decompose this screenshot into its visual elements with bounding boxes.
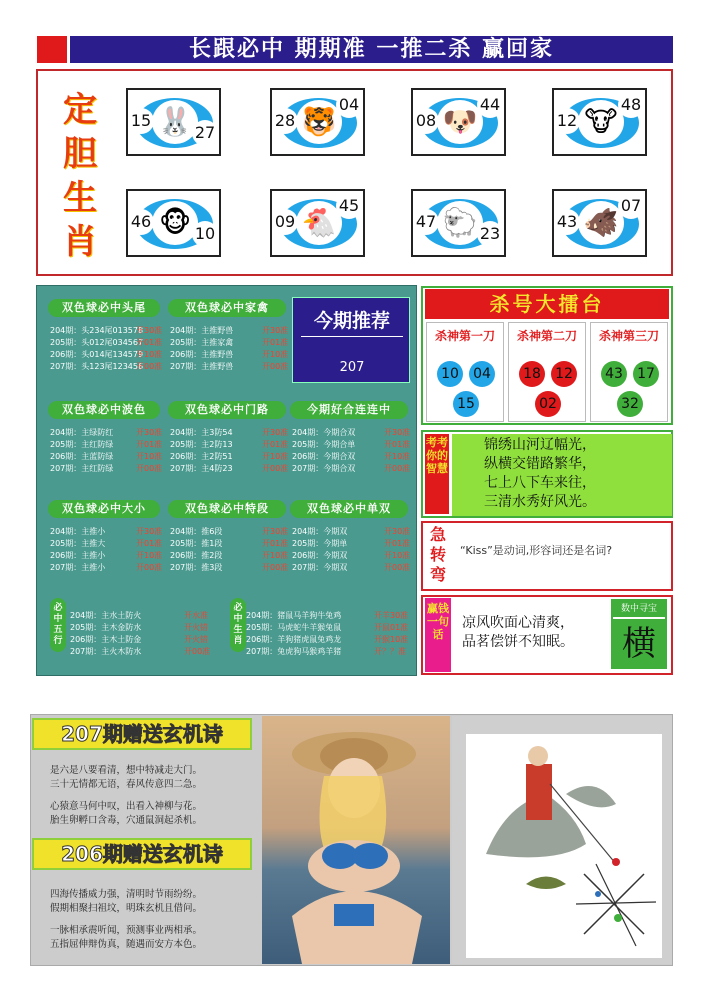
zodiac-card-rooster: [270, 189, 365, 257]
tip-row-text: 204期：今期双: [292, 527, 348, 536]
tip-row-result: 开30准: [262, 527, 289, 536]
header-red-block: [37, 36, 67, 63]
ox-icon: 🐮: [578, 100, 624, 144]
tip-row-result: 开00准: [262, 362, 289, 371]
poem-line: 假期相聚扫祖坟，明珠玄机且借问。: [50, 903, 203, 914]
zodiac-title-char: 胆: [63, 134, 97, 174]
tip-row: [50, 451, 162, 463]
win-line: 凉风吹面心清爽，: [462, 615, 574, 631]
wisdom-poem: [484, 436, 596, 512]
poem-206-body: [50, 888, 202, 952]
tip-row-text: 205期：主木金防水: [70, 623, 142, 632]
tip-row-text: 206期：主推野兽: [170, 350, 234, 359]
tip-row-result: 开00准: [262, 563, 289, 572]
zodiac-card-monkey: [126, 189, 221, 257]
kill-column: [590, 322, 668, 422]
tip-row-result: 开01准: [262, 539, 289, 548]
tip-row-text: 204期：主绿防红: [50, 428, 114, 437]
tip-row-result: 开10准: [262, 452, 289, 461]
tip-row-text: 207期：主红防绿: [50, 464, 114, 473]
tip-row-text: 206期：主2防51: [170, 452, 233, 461]
tip-row-result: 开30准: [384, 428, 411, 437]
kill-ball: 32: [617, 391, 643, 417]
tip-row-result: 开30准: [384, 527, 411, 536]
zodiac-card-ox: [552, 88, 647, 156]
tip-row-result: 开火错: [184, 635, 208, 644]
zodiac-number: 04: [336, 92, 362, 118]
tip-row: [170, 349, 288, 361]
tip-label-segment: 双色球必中特段: [168, 500, 286, 518]
tip-row-text: 206期：主蓝防绿: [50, 452, 114, 461]
tip-row-text: 204期：主3防54: [170, 428, 233, 437]
poem-line: 心猿意马何中叹，出看入神柳与花。: [50, 801, 203, 812]
tip-row: [70, 646, 210, 658]
tip-rows-size: [50, 526, 162, 574]
tip-row: [50, 550, 162, 562]
photo-illustration: [262, 716, 450, 964]
kill-title: 杀号大擂台: [425, 289, 669, 319]
poem-207-title-text: 207期赠送玄机诗: [61, 722, 223, 746]
zodiac-card-tiger: [270, 88, 365, 156]
tip-row: [170, 451, 288, 463]
tip-rows-combo: [292, 427, 410, 475]
poem-206-title: [32, 838, 252, 870]
tip-row-text: 207期：今期双: [292, 563, 348, 572]
tip-row-result: 开火错: [184, 623, 208, 632]
kill-ball: 17: [633, 361, 659, 387]
zodiac-card-dog: [411, 88, 506, 156]
tip-row: [246, 634, 408, 646]
tip-row: [50, 526, 162, 538]
rooster-icon: 🐔: [296, 201, 342, 245]
tip-label-tail: 双色球必中头尾: [48, 299, 160, 317]
tip-rows-tail: [50, 325, 162, 373]
wisdom-label: 考考你的智慧: [425, 434, 449, 514]
tip-row-text: 207期：主推野兽: [170, 362, 234, 371]
wisdom-line: 七上八下车来往，: [484, 475, 596, 491]
tip-row: [246, 646, 408, 658]
tip-row-text: 207期：今期合双: [292, 464, 356, 473]
poem-line: 五指屈伸辩伪真，随遇而安方本色。: [50, 939, 203, 950]
tip-row: [170, 325, 288, 337]
tip-row-result: 开01准: [136, 440, 163, 449]
tip-label-oddeven: 双色球必中单双: [290, 500, 408, 518]
win-tag: 数中寻宝: [613, 601, 665, 617]
tip-rows-door: [170, 427, 288, 475]
tip-row-result: 开00准: [136, 464, 163, 473]
tip-row-text: 206期：今期合双: [292, 452, 356, 461]
win-line: 品茗偿饼不知眠。: [462, 634, 574, 650]
zodiac-number: 48: [618, 92, 644, 118]
zodiac-title-char: 生: [63, 178, 97, 218]
tip-row-result: 开猴10准: [374, 635, 409, 644]
tip-row-text: 204期：今期合双: [292, 428, 356, 437]
kill-ball: 04: [469, 361, 495, 387]
tip-row-text: 205期：主红防绿: [50, 440, 114, 449]
zodiac-number: 08: [413, 108, 439, 134]
tip-row: [292, 550, 410, 562]
turn-question: “Kiss”是动词,形容词还是名词?: [460, 544, 613, 557]
tip-row-result: 开01准: [384, 440, 411, 449]
tip-label-zodiac: 必中生肖: [230, 598, 246, 652]
recommend-divider: [301, 336, 403, 337]
wisdom-line: 三清水秀好风光。: [484, 494, 596, 510]
tip-row: [246, 610, 408, 622]
tip-row-result: 开10准: [262, 350, 289, 359]
win-label: 赢钱一句话: [425, 598, 451, 672]
zodiac-title-char: 定: [63, 90, 97, 130]
kill-ball: 12: [551, 361, 577, 387]
tip-row-result: 开00准: [184, 647, 211, 656]
zodiac-title: [60, 88, 100, 264]
wisdom-line: 锦绣山河辽幅光，: [484, 437, 596, 453]
dog-icon: 🐶: [437, 100, 483, 144]
kill-ball: 15: [453, 391, 479, 417]
tip-row-text: 205期：主2防13: [170, 440, 233, 449]
tip-row-text: 206期：今期双: [292, 551, 348, 560]
kill-ball: 43: [601, 361, 627, 387]
tip-row: [50, 337, 162, 349]
tip-row-result: 开00准: [384, 563, 411, 572]
tip-row-result: 开01准: [136, 338, 163, 347]
tip-row: [292, 538, 410, 550]
header-banner: 长跟必中 期期准 一推二杀 赢回家: [70, 36, 673, 63]
zodiac-number: 43: [554, 209, 580, 235]
kill-column: [508, 322, 586, 422]
tip-row-result: 开00准: [262, 464, 289, 473]
tip-row-result: 开10准: [136, 350, 163, 359]
tip-row-result: 开00准: [136, 563, 163, 572]
tip-row: [170, 526, 288, 538]
tip-label-family: 双色球必中家禽: [168, 299, 286, 317]
tip-row-text: 205期：主推家禽: [170, 338, 234, 347]
tip-row-result: 开01准: [384, 539, 411, 548]
tip-row-result: 开10准: [262, 551, 289, 560]
tip-row-text: 207期：主火木防水: [70, 647, 142, 656]
tip-row: [292, 451, 410, 463]
tip-row-text: 205期：马虎蛇牛羊猴兔鼠: [246, 623, 342, 632]
tip-row-result: 开00准: [384, 464, 411, 473]
tip-row: [70, 610, 210, 622]
zodiac-number: 44: [477, 92, 503, 118]
tip-row: [170, 463, 288, 475]
tip-row-text: 205期：推1段: [170, 539, 223, 548]
tip-row: [292, 463, 410, 475]
tip-row: [170, 361, 288, 373]
tip-label-wave: 双色球必中波色: [48, 401, 160, 419]
kill-column-header: 杀神第三刀: [598, 329, 659, 343]
tip-row-text: 205期：头012尾034567: [50, 338, 144, 347]
kill-column: [426, 322, 504, 422]
zodiac-card-pig: [552, 189, 647, 257]
poem-207-body: [50, 764, 202, 828]
tip-row-result: 开10准: [384, 452, 411, 461]
zodiac-number: 12: [554, 108, 580, 134]
tip-rows-wave: [50, 427, 162, 475]
poem-line: 一脉相承震听闻，预测事业两相承。: [50, 925, 203, 936]
tip-row: [70, 634, 210, 646]
tip-row: [50, 427, 162, 439]
tip-row-text: 207期：头123尾123456: [50, 362, 144, 371]
zodiac-number: 10: [192, 221, 218, 247]
tip-row-text: 206期：主木土防金: [70, 635, 142, 644]
tip-row-result: 开30准: [262, 428, 289, 437]
tip-row-text: 206期：羊狗猪虎鼠兔鸡龙: [246, 635, 342, 644]
tip-rows-oddeven: [292, 526, 410, 574]
zodiac-number: 45: [336, 193, 362, 219]
tip-row-text: 205期：今期合单: [292, 440, 356, 449]
tip-row-result: 开？？准: [374, 647, 406, 656]
sheep-icon: 🐑: [437, 201, 483, 245]
tip-row-result: 开鼠01准: [374, 623, 409, 632]
win-char: 横: [613, 619, 665, 669]
tip-row-text: 204期：主水土防火: [70, 611, 142, 620]
tip-rows-family: [170, 325, 288, 373]
tip-row: [292, 562, 410, 574]
rabbit-icon: 🐰: [152, 100, 198, 144]
tip-row-result: 开10准: [136, 551, 163, 560]
tip-row: [70, 622, 210, 634]
recommend-box: [292, 297, 410, 383]
tip-row-text: 207期：推3段: [170, 563, 223, 572]
poem-line: 胎生卵孵口含毒，穴通鼠洞起杀机。: [50, 815, 203, 826]
tip-row-text: 207期：主4防23: [170, 464, 233, 473]
sketch-image: [466, 734, 662, 958]
tip-row-result: 开30准: [136, 428, 163, 437]
tip-row: [50, 463, 162, 475]
tip-row: [50, 325, 162, 337]
tip-row-text: 204期：猪鼠马羊狗牛兔鸡: [246, 611, 342, 620]
zodiac-number: 15: [128, 108, 154, 134]
tip-row: [292, 427, 410, 439]
tip-label-size: 双色球必中大小: [48, 500, 160, 518]
tip-row-result: 开30准: [136, 326, 163, 335]
kill-column-header: 杀神第一刀: [434, 329, 495, 343]
poem-206-title-text: 206期赠送玄机诗: [61, 842, 223, 866]
zodiac-number: 07: [618, 193, 644, 219]
tip-row-result: 开10准: [384, 551, 411, 560]
kill-column-header: 杀神第二刀: [516, 329, 577, 343]
zodiac-number: 27: [192, 120, 218, 146]
tip-label-door: 双色球必中门路: [168, 401, 286, 419]
tip-row-result: 开30准: [262, 326, 289, 335]
tip-label-combo: 今期好合连连中: [290, 401, 408, 419]
tip-row-text: 204期：主推小: [50, 527, 106, 536]
sketch-illustration: [466, 734, 662, 958]
tip-row-text: 206期：推2段: [170, 551, 223, 560]
tip-row-text: 205期：今期单: [292, 539, 348, 548]
tip-row-text: 207期：主推小: [50, 563, 106, 572]
poem-207-title: [32, 718, 252, 750]
tip-rows-five: [70, 610, 210, 658]
tiger-icon: 🐯: [296, 100, 342, 144]
poem-line: 是六是八要看清，想中特减走大门。: [50, 765, 203, 776]
tip-row: [170, 550, 288, 562]
tip-row-text: 206期：主推小: [50, 551, 106, 560]
kill-ball: 18: [519, 361, 545, 387]
zodiac-title-char: 肖: [63, 222, 97, 262]
zodiac-number: 46: [128, 209, 154, 235]
tip-row-result: 开00准: [136, 362, 163, 371]
tip-row: [170, 538, 288, 550]
win-tag-box: [611, 599, 667, 669]
zodiac-card-sheep: [411, 189, 506, 257]
tip-row: [50, 349, 162, 361]
tip-rows-zodiac: [246, 610, 408, 658]
poem-line: 三十无情都无语，春风传意四二急。: [50, 779, 203, 790]
tip-row: [170, 439, 288, 451]
wisdom-line: 纵横交错路繁华，: [484, 456, 596, 472]
tip-row-text: 204期：头234尾013578: [50, 326, 144, 335]
tip-row: [170, 427, 288, 439]
tip-row: [292, 439, 410, 451]
zodiac-number: 47: [413, 209, 439, 235]
tip-row: [170, 562, 288, 574]
zodiac-number: 28: [272, 108, 298, 134]
tip-row: [170, 337, 288, 349]
win-text: [462, 614, 574, 652]
tip-row-text: 206期：头014尾134579: [50, 350, 144, 359]
recommend-title: 今期推荐: [313, 310, 390, 332]
tip-row-result: 开01准: [262, 338, 289, 347]
tip-row-text: 205期：主推大: [50, 539, 106, 548]
recommend-value: 207: [339, 360, 365, 375]
tip-row: [246, 622, 408, 634]
tip-row-text: 207期：兔虎狗马猴鸡羊猪: [246, 647, 342, 656]
poem-line: 四海传播威力强，清明时节雨纷纷。: [50, 889, 203, 900]
kill-ball: 10: [437, 361, 463, 387]
kill-ball: 02: [535, 391, 561, 417]
tip-rows-segment: [170, 526, 288, 574]
tip-row-result: 开30准: [136, 527, 163, 536]
tip-row: [50, 439, 162, 451]
tip-row: [50, 562, 162, 574]
tip-row: [50, 361, 162, 373]
tip-row-text: 204期：推6段: [170, 527, 223, 536]
tip-label-five: 必中五行: [50, 598, 66, 652]
pig-icon: 🐗: [578, 201, 624, 245]
tip-row: [292, 526, 410, 538]
tip-row-result: 开01准: [136, 539, 163, 548]
monkey-icon: 🐵: [152, 201, 198, 245]
tip-row-result: 开羊30准: [374, 611, 409, 620]
tip-row-text: 204期：主推野兽: [170, 326, 234, 335]
tip-row-result: 开水准: [184, 611, 208, 620]
zodiac-number: 09: [272, 209, 298, 235]
turn-label: 急转弯: [425, 524, 451, 588]
tip-row-result: 开10准: [136, 452, 163, 461]
tip-row: [50, 538, 162, 550]
tip-row-result: 开01准: [262, 440, 289, 449]
zodiac-card-rabbit: [126, 88, 221, 156]
zodiac-number: 23: [477, 221, 503, 247]
photo-image: [262, 716, 450, 964]
